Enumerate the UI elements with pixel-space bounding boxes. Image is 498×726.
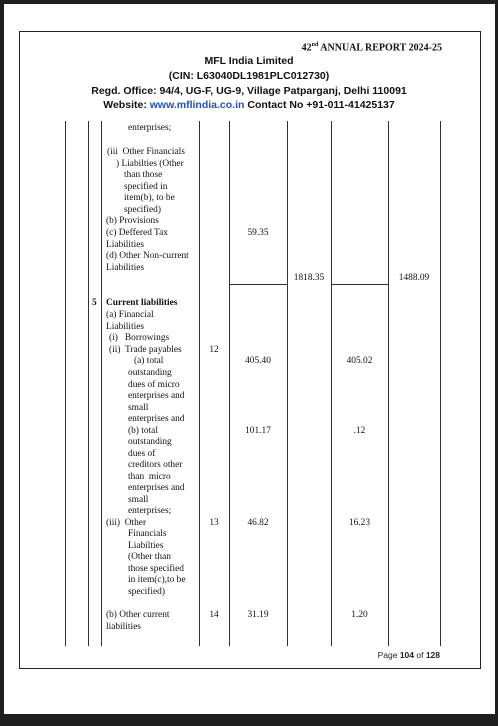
subtotal-rule bbox=[229, 284, 287, 285]
subtotal-rule bbox=[331, 284, 388, 285]
row-text: dues of bbox=[128, 449, 156, 459]
row-text: Liabilities bbox=[106, 240, 145, 250]
row-text: item(b), to be bbox=[124, 193, 175, 203]
row-text: outstanding bbox=[128, 368, 172, 378]
row-text: (a) total bbox=[134, 356, 164, 366]
registered-office: Regd. Office: 94/4, UG-F, UG-9, Village Patparganj, Delhi 110091 bbox=[91, 85, 407, 97]
row-text: than those bbox=[124, 170, 163, 180]
row-text: (iii) Other bbox=[106, 518, 147, 528]
row-text: specified) bbox=[128, 587, 165, 597]
row-text: those specified bbox=[128, 564, 184, 574]
amount-cell: 405.02 bbox=[346, 356, 373, 366]
row-text: enterprises; bbox=[128, 506, 172, 516]
company-name: MFL India Limited bbox=[204, 55, 294, 67]
row-text: (b) Other current bbox=[106, 610, 170, 620]
row-text: creditors other bbox=[128, 460, 183, 470]
contact-line: Website: www.mflindia.co.in Contact No +91-011-41425137 bbox=[103, 99, 395, 111]
amount-cell: 31.19 bbox=[247, 610, 269, 620]
amount-cell: .12 bbox=[353, 426, 366, 436]
table-line bbox=[287, 121, 288, 646]
total-cell: 1488.09 bbox=[398, 273, 430, 283]
amount-cell: 59.35 bbox=[247, 228, 269, 238]
row-text: Liabilities bbox=[106, 263, 145, 273]
amount-cell: 16.23 bbox=[348, 518, 371, 528]
row-text: outstanding bbox=[128, 437, 172, 447]
row-text: enterprises and bbox=[128, 414, 185, 424]
row-text: (Other than bbox=[128, 552, 171, 562]
section-number: 5 bbox=[92, 298, 97, 308]
table-line bbox=[388, 121, 389, 646]
row-text: enterprises; bbox=[128, 123, 172, 133]
company-cin: (CIN: L63040DL1981PLC012730) bbox=[168, 70, 330, 82]
note-number: 12 bbox=[209, 345, 219, 355]
row-text: liabilities bbox=[106, 622, 141, 632]
page-number-footer: Page 104 of 128 bbox=[377, 650, 440, 660]
row-text: in item(c),to be bbox=[128, 575, 186, 585]
row-text: enterprises and bbox=[128, 483, 185, 493]
row-text: ) Liabilties (Other bbox=[116, 159, 184, 169]
row-text: small bbox=[128, 403, 149, 413]
amount-cell: 101.17 bbox=[245, 426, 271, 436]
row-text: dues of micro bbox=[128, 380, 180, 390]
website-link[interactable]: www.mflindia.co.in bbox=[149, 99, 245, 111]
row-text: (b) Provisions bbox=[106, 216, 159, 226]
total-cell: 1818.35 bbox=[293, 273, 325, 283]
note-number: 14 bbox=[209, 610, 219, 620]
row-text: Financials bbox=[128, 529, 167, 539]
row-text: enterprises and bbox=[128, 391, 185, 401]
row-text: (ii) Trade payables bbox=[109, 345, 182, 355]
row-text: specified in bbox=[124, 182, 168, 192]
row-text: (c) Deffered Tax bbox=[106, 228, 168, 238]
row-text: than micro bbox=[128, 472, 171, 482]
amount-cell: 46.82 bbox=[247, 518, 269, 528]
table-line bbox=[440, 121, 441, 646]
row-text: (i) Borrowings bbox=[109, 333, 170, 343]
report-title: 42nd ANNUAL REPORT 2024-25 bbox=[301, 42, 442, 54]
amount-cell: 405.40 bbox=[245, 356, 271, 366]
row-text: small bbox=[128, 495, 149, 505]
row-text: (iii Other Financials bbox=[107, 147, 185, 157]
note-number: 13 bbox=[209, 518, 219, 528]
table-line bbox=[229, 121, 230, 646]
row-text: (b) total bbox=[128, 426, 158, 436]
table-line bbox=[101, 121, 102, 646]
section-title: Current liabilities bbox=[106, 298, 178, 308]
table-line bbox=[88, 121, 89, 646]
row-text: Liabilties bbox=[128, 541, 164, 551]
row-text: (a) Financial bbox=[106, 310, 154, 320]
amount-cell: 1.20 bbox=[351, 610, 368, 620]
table-line bbox=[65, 121, 66, 646]
row-text: specified) bbox=[124, 205, 161, 215]
table-line bbox=[331, 121, 332, 646]
table-line bbox=[199, 121, 200, 646]
row-text: Liabilities bbox=[106, 322, 145, 332]
row-text: (d) Other Non-current bbox=[106, 251, 189, 261]
